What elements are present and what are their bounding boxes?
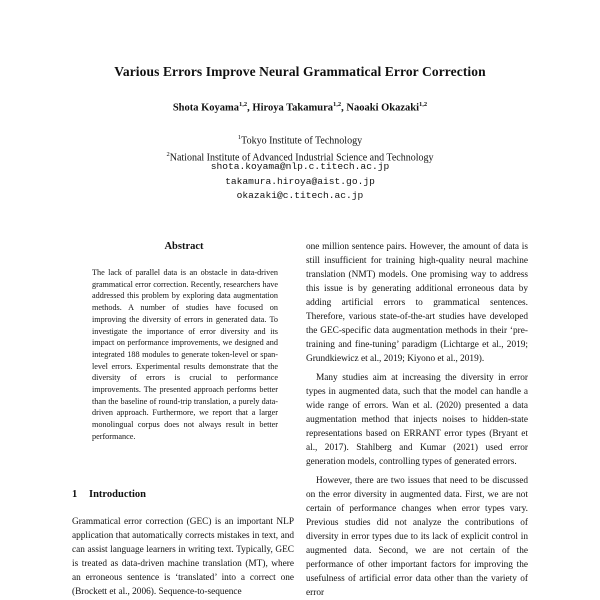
author-affil-sup: 1,2	[333, 101, 342, 108]
email-list	[0, 160, 600, 204]
email-address[interactable]: shota.koyama@nlp.c.titech.ac.jp	[210, 161, 390, 172]
paper-title: Various Errors Improve Neural Grammatical Error Correction	[114, 64, 486, 79]
body-paragraph: Grammatical error correction (GEC) is an important NLP application that automatically corrects mistakes in text, and can assist language learners in writing text. Typically, GEC is treated as data-driven machine translation (MT), where an erroneous sentence is ‘translated’ into a correct one (Brockett et al., 2006). Sequence-to-sequence	[72, 517, 294, 597]
email-address[interactable]: okazaki@c.titech.ac.jp	[236, 190, 364, 201]
affiliation-sup: 1	[237, 134, 242, 141]
body-paragraph: However, there are two issues that need to be discussed on the error diversity in augmented data. First, we are not certain of performance changes when error types vary. Previous studies did not analyze the contributions of diversity in error types due to its lack of explicit control in augmented data. Second, we are not certain of the performance of other important factors for improving the usefulness of artificial error data other than the variety of error	[306, 476, 528, 598]
author-list: Shota Koyama$^{1,2}$, Hiroya Takamura$^{1,2}$, Naoaki Okazaki$^{1,2}$	[172, 101, 428, 114]
right-column	[306, 240, 528, 600]
left-column	[72, 515, 294, 599]
affiliation	[0, 131, 600, 148]
author-name: Hiroya Takamura	[252, 102, 334, 114]
author-affil-sup: 1,2	[419, 101, 428, 108]
section-number: 1	[72, 489, 78, 500]
affiliation-name: National Institute of Advanced Industrial Science and Technology	[169, 152, 434, 164]
author-name: Naoaki Okazaki	[346, 102, 420, 114]
section-title: Introduction	[89, 489, 146, 500]
email-address[interactable]: takamura.hiroya@aist.go.jp	[225, 175, 375, 187]
author-name: Shota Koyama	[172, 102, 240, 114]
abstract-text: The lack of parallel data is an obstacle in data-driven grammatical error correction. Recently, researchers have addressed this problem by exploring data augmentation methods. A number of studies have focused on improving the diversity of errors in generated data. To investigate the importance of error diversity and its impact on performance improvements, we designed and integrated 188 modules to generate token-level or span-level errors. Experimental results demonstrate that the diversity of errors is crucial to performance improvements. The presented approach performs better than the baseline of round-trip translation, a purely data-driven approach. Furthermore, we report that a larger monolingual corpus does not always result in better performance.	[92, 268, 278, 441]
affiliation-name: Tokyo Institute of Technology	[241, 135, 363, 147]
body-paragraph: one million sentence pairs. However, the amount of data is still insufficient for training high-quality neural machine translation (NMT) models. One promising way to address this issue is by generating additional erroneous data by adding artificial errors to grammatical sentences. Therefore, various state-of-the-art studies have developed the GEC-specific data augmentation methods in their ‘pre-training and fine-tuning’ paradigm (Lichtarge et al., 2019; Grundkiewicz et al., 2019; Kiyono et al., 2019).	[306, 242, 528, 364]
abstract-heading: Abstract	[164, 241, 204, 252]
body-paragraph: Many studies aim at increasing the diversity in error types in augmented data, such that the model can handle a wide range of errors. Wan et al. (2020) presented a data augmentation method that injects noises to hidden-state representations based on ERRANT error types (Bryant et al., 2017). Stahlberg and Kumar (2021) used error generation models, controlling types of generated errors.	[306, 373, 528, 467]
author-affil-sup: 1,2	[239, 101, 248, 108]
section-heading	[72, 489, 146, 500]
affiliation-sup: 2	[166, 151, 170, 159]
